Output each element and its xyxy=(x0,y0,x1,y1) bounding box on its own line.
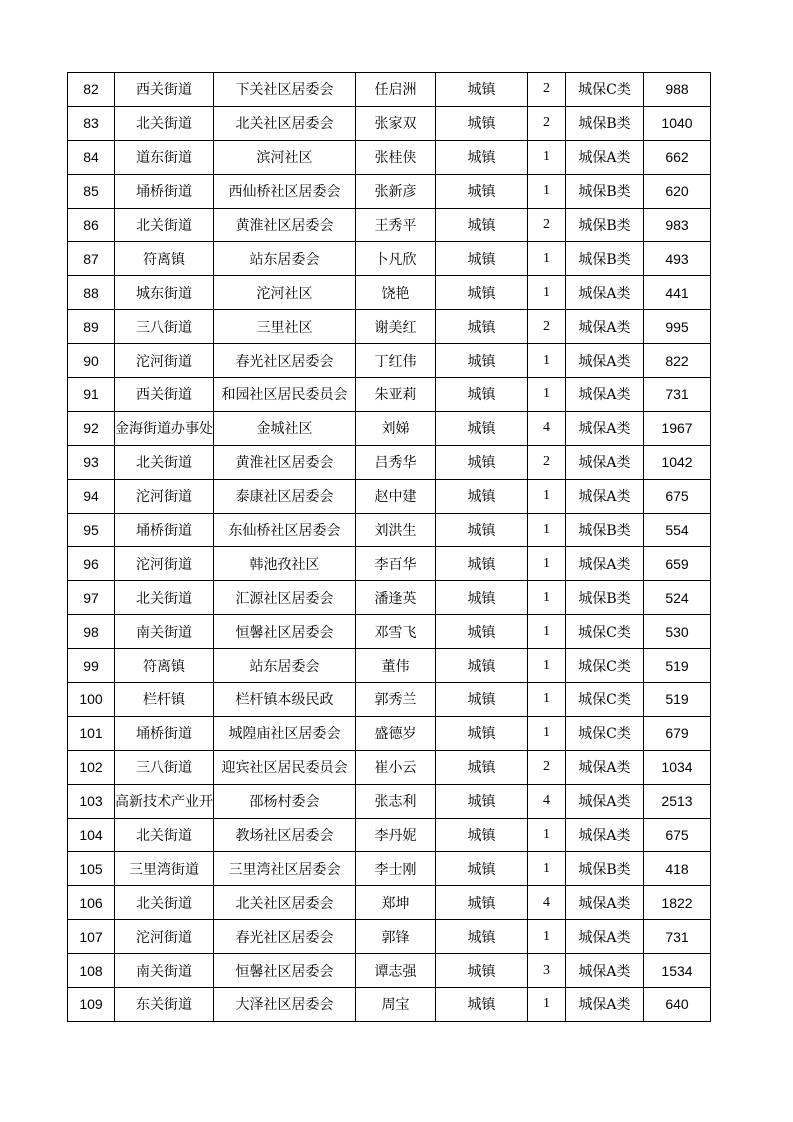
row-number-cell: 97 xyxy=(68,581,115,615)
person-name-cell: 刘娣 xyxy=(356,411,436,445)
community-cell: 北关社区居委会 xyxy=(214,886,356,920)
community-cell: 泰康社区居委会 xyxy=(214,479,356,513)
household-type-cell: 城镇 xyxy=(436,411,528,445)
community-cell: 城隍庙社区居委会 xyxy=(214,716,356,750)
person-name-cell: 刘洪生 xyxy=(356,513,436,547)
category-cell: 城保A类 xyxy=(566,378,644,412)
household-type-cell: 城镇 xyxy=(436,615,528,649)
household-type-cell: 城镇 xyxy=(436,140,528,174)
row-number-cell: 109 xyxy=(68,988,115,1022)
street-cell: 北关街道 xyxy=(115,208,214,242)
community-cell: 沱河社区 xyxy=(214,276,356,310)
street-cell: 沱河街道 xyxy=(115,479,214,513)
person-name-cell: 郭秀兰 xyxy=(356,683,436,717)
household-type-cell: 城镇 xyxy=(436,445,528,479)
person-name-cell: 潘逢英 xyxy=(356,581,436,615)
category-cell: 城保C类 xyxy=(566,73,644,107)
category-cell: 城保A类 xyxy=(566,344,644,378)
table-row xyxy=(68,886,711,920)
row-number-cell: 99 xyxy=(68,649,115,683)
table-row xyxy=(68,310,711,344)
street-cell: 符离镇 xyxy=(115,242,214,276)
category-cell: 城保A类 xyxy=(566,276,644,310)
table-row xyxy=(68,581,711,615)
household-type-cell: 城镇 xyxy=(436,988,528,1022)
table-row xyxy=(68,547,711,581)
member-count-cell: 2 xyxy=(528,73,566,107)
row-number-cell: 107 xyxy=(68,920,115,954)
amount-cell: 675 xyxy=(644,818,711,852)
member-count-cell: 1 xyxy=(528,649,566,683)
street-cell: 符离镇 xyxy=(115,649,214,683)
row-number-cell: 101 xyxy=(68,716,115,750)
street-cell: 栏杆镇 xyxy=(115,683,214,717)
category-cell: 城保C类 xyxy=(566,683,644,717)
table-row xyxy=(68,276,711,310)
member-count-cell: 1 xyxy=(528,174,566,208)
category-cell: 城保B类 xyxy=(566,208,644,242)
amount-cell: 988 xyxy=(644,73,711,107)
amount-cell: 519 xyxy=(644,649,711,683)
member-count-cell: 1 xyxy=(528,615,566,649)
person-name-cell: 李丹妮 xyxy=(356,818,436,852)
category-cell: 城保A类 xyxy=(566,547,644,581)
street-cell: 城东街道 xyxy=(115,276,214,310)
table-row xyxy=(68,920,711,954)
row-number-cell: 87 xyxy=(68,242,115,276)
person-name-cell: 张家双 xyxy=(356,106,436,140)
person-name-cell: 王秀平 xyxy=(356,208,436,242)
street-cell: 北关街道 xyxy=(115,445,214,479)
street-cell: 高新技术产业开 xyxy=(115,784,214,818)
household-type-cell: 城镇 xyxy=(436,920,528,954)
household-type-cell: 城镇 xyxy=(436,852,528,886)
person-name-cell: 谢美红 xyxy=(356,310,436,344)
household-type-cell: 城镇 xyxy=(436,547,528,581)
member-count-cell: 1 xyxy=(528,818,566,852)
category-cell: 城保A类 xyxy=(566,988,644,1022)
member-count-cell: 1 xyxy=(528,513,566,547)
person-name-cell: 饶艳 xyxy=(356,276,436,310)
person-name-cell: 崔小云 xyxy=(356,750,436,784)
row-number-cell: 92 xyxy=(68,411,115,445)
row-number-cell: 82 xyxy=(68,73,115,107)
household-type-cell: 城镇 xyxy=(436,513,528,547)
community-cell: 汇源社区居委会 xyxy=(214,581,356,615)
amount-cell: 1042 xyxy=(644,445,711,479)
row-number-cell: 84 xyxy=(68,140,115,174)
person-name-cell: 谭志强 xyxy=(356,954,436,988)
table-row xyxy=(68,242,711,276)
community-cell: 北关社区居委会 xyxy=(214,106,356,140)
amount-cell: 1534 xyxy=(644,954,711,988)
person-name-cell: 丁红伟 xyxy=(356,344,436,378)
household-type-cell: 城镇 xyxy=(436,310,528,344)
household-type-cell: 城镇 xyxy=(436,750,528,784)
amount-cell: 640 xyxy=(644,988,711,1022)
category-cell: 城保A类 xyxy=(566,411,644,445)
table-row xyxy=(68,106,711,140)
table-row xyxy=(68,378,711,412)
category-cell: 城保C类 xyxy=(566,716,644,750)
table-row xyxy=(68,954,711,988)
member-count-cell: 4 xyxy=(528,411,566,445)
street-cell: 南关街道 xyxy=(115,615,214,649)
amount-cell: 731 xyxy=(644,378,711,412)
community-cell: 三里湾社区居委会 xyxy=(214,852,356,886)
amount-cell: 995 xyxy=(644,310,711,344)
street-cell: 北关街道 xyxy=(115,818,214,852)
household-type-cell: 城镇 xyxy=(436,479,528,513)
community-cell: 恒馨社区居委会 xyxy=(214,615,356,649)
table-row xyxy=(68,988,711,1022)
amount-cell: 1040 xyxy=(644,106,711,140)
member-count-cell: 4 xyxy=(528,784,566,818)
row-number-cell: 102 xyxy=(68,750,115,784)
person-name-cell: 邓雪飞 xyxy=(356,615,436,649)
category-cell: 城保A类 xyxy=(566,920,644,954)
table-row xyxy=(68,73,711,107)
row-number-cell: 108 xyxy=(68,954,115,988)
street-cell: 南关街道 xyxy=(115,954,214,988)
member-count-cell: 1 xyxy=(528,344,566,378)
row-number-cell: 104 xyxy=(68,818,115,852)
row-number-cell: 93 xyxy=(68,445,115,479)
community-cell: 西仙桥社区居委会 xyxy=(214,174,356,208)
household-type-cell: 城镇 xyxy=(436,886,528,920)
street-cell: 东关街道 xyxy=(115,988,214,1022)
category-cell: 城保B类 xyxy=(566,852,644,886)
street-cell: 金海街道办事处 xyxy=(115,411,214,445)
table-row xyxy=(68,818,711,852)
person-name-cell: 赵中建 xyxy=(356,479,436,513)
community-cell: 迎宾社区居民委员会 xyxy=(214,750,356,784)
table-row xyxy=(68,445,711,479)
member-count-cell: 1 xyxy=(528,479,566,513)
amount-cell: 519 xyxy=(644,683,711,717)
household-type-cell: 城镇 xyxy=(436,818,528,852)
relief-recipient-table xyxy=(67,72,711,1022)
household-type-cell: 城镇 xyxy=(436,784,528,818)
table-row xyxy=(68,174,711,208)
row-number-cell: 105 xyxy=(68,852,115,886)
table-row xyxy=(68,852,711,886)
amount-cell: 524 xyxy=(644,581,711,615)
member-count-cell: 2 xyxy=(528,106,566,140)
category-cell: 城保B类 xyxy=(566,106,644,140)
community-cell: 站东居委会 xyxy=(214,242,356,276)
street-cell: 沱河街道 xyxy=(115,547,214,581)
person-name-cell: 卜凡欣 xyxy=(356,242,436,276)
member-count-cell: 1 xyxy=(528,547,566,581)
community-cell: 站东居委会 xyxy=(214,649,356,683)
person-name-cell: 周宝 xyxy=(356,988,436,1022)
street-cell: 三里湾街道 xyxy=(115,852,214,886)
community-cell: 教场社区居委会 xyxy=(214,818,356,852)
amount-cell: 441 xyxy=(644,276,711,310)
community-cell: 和园社区居民委员会 xyxy=(214,378,356,412)
table-row xyxy=(68,208,711,242)
street-cell: 三八街道 xyxy=(115,310,214,344)
person-name-cell: 张新彦 xyxy=(356,174,436,208)
row-number-cell: 96 xyxy=(68,547,115,581)
member-count-cell: 1 xyxy=(528,140,566,174)
table-body xyxy=(68,73,711,1022)
member-count-cell: 1 xyxy=(528,683,566,717)
row-number-cell: 85 xyxy=(68,174,115,208)
community-cell: 滨河社区 xyxy=(214,140,356,174)
member-count-cell: 3 xyxy=(528,954,566,988)
person-name-cell: 张志利 xyxy=(356,784,436,818)
table-row xyxy=(68,784,711,818)
amount-cell: 675 xyxy=(644,479,711,513)
member-count-cell: 1 xyxy=(528,276,566,310)
category-cell: 城保A类 xyxy=(566,750,644,784)
community-cell: 春光社区居委会 xyxy=(214,344,356,378)
person-name-cell: 盛德岁 xyxy=(356,716,436,750)
amount-cell: 530 xyxy=(644,615,711,649)
amount-cell: 679 xyxy=(644,716,711,750)
row-number-cell: 83 xyxy=(68,106,115,140)
row-number-cell: 86 xyxy=(68,208,115,242)
household-type-cell: 城镇 xyxy=(436,683,528,717)
member-count-cell: 2 xyxy=(528,445,566,479)
table-row xyxy=(68,750,711,784)
street-cell: 埇桥街道 xyxy=(115,513,214,547)
amount-cell: 554 xyxy=(644,513,711,547)
table-row xyxy=(68,140,711,174)
member-count-cell: 2 xyxy=(528,310,566,344)
street-cell: 西关街道 xyxy=(115,378,214,412)
category-cell: 城保B类 xyxy=(566,513,644,547)
table-row xyxy=(68,615,711,649)
person-name-cell: 任启洲 xyxy=(356,73,436,107)
category-cell: 城保A类 xyxy=(566,954,644,988)
member-count-cell: 1 xyxy=(528,242,566,276)
row-number-cell: 88 xyxy=(68,276,115,310)
table-row xyxy=(68,344,711,378)
table-row xyxy=(68,479,711,513)
amount-cell: 1822 xyxy=(644,886,711,920)
community-cell: 三里社区 xyxy=(214,310,356,344)
category-cell: 城保B类 xyxy=(566,174,644,208)
household-type-cell: 城镇 xyxy=(436,581,528,615)
person-name-cell: 朱亚莉 xyxy=(356,378,436,412)
table-row xyxy=(68,649,711,683)
member-count-cell: 4 xyxy=(528,886,566,920)
member-count-cell: 2 xyxy=(528,208,566,242)
amount-cell: 822 xyxy=(644,344,711,378)
category-cell: 城保B类 xyxy=(566,581,644,615)
amount-cell: 2513 xyxy=(644,784,711,818)
row-number-cell: 94 xyxy=(68,479,115,513)
member-count-cell: 1 xyxy=(528,581,566,615)
community-cell: 大泽社区居委会 xyxy=(214,988,356,1022)
table-row xyxy=(68,513,711,547)
household-type-cell: 城镇 xyxy=(436,649,528,683)
household-type-cell: 城镇 xyxy=(436,954,528,988)
member-count-cell: 1 xyxy=(528,920,566,954)
community-cell: 恒馨社区居委会 xyxy=(214,954,356,988)
category-cell: 城保C类 xyxy=(566,649,644,683)
street-cell: 埇桥街道 xyxy=(115,716,214,750)
table-row xyxy=(68,716,711,750)
household-type-cell: 城镇 xyxy=(436,378,528,412)
community-cell: 东仙桥社区居委会 xyxy=(214,513,356,547)
category-cell: 城保A类 xyxy=(566,479,644,513)
community-cell: 黄淮社区居委会 xyxy=(214,208,356,242)
street-cell: 北关街道 xyxy=(115,106,214,140)
row-number-cell: 98 xyxy=(68,615,115,649)
community-cell: 栏杆镇本级民政 xyxy=(214,683,356,717)
household-type-cell: 城镇 xyxy=(436,174,528,208)
community-cell: 下关社区居委会 xyxy=(214,73,356,107)
category-cell: 城保A类 xyxy=(566,886,644,920)
member-count-cell: 1 xyxy=(528,716,566,750)
household-type-cell: 城镇 xyxy=(436,716,528,750)
community-cell: 春光社区居委会 xyxy=(214,920,356,954)
person-name-cell: 吕秀华 xyxy=(356,445,436,479)
street-cell: 埇桥街道 xyxy=(115,174,214,208)
amount-cell: 493 xyxy=(644,242,711,276)
community-cell: 邵杨村委会 xyxy=(214,784,356,818)
household-type-cell: 城镇 xyxy=(436,242,528,276)
person-name-cell: 郭锋 xyxy=(356,920,436,954)
amount-cell: 418 xyxy=(644,852,711,886)
community-cell: 金城社区 xyxy=(214,411,356,445)
amount-cell: 1034 xyxy=(644,750,711,784)
person-name-cell: 董伟 xyxy=(356,649,436,683)
household-type-cell: 城镇 xyxy=(436,73,528,107)
street-cell: 北关街道 xyxy=(115,886,214,920)
row-number-cell: 90 xyxy=(68,344,115,378)
street-cell: 沱河街道 xyxy=(115,920,214,954)
community-cell: 黄淮社区居委会 xyxy=(214,445,356,479)
category-cell: 城保A类 xyxy=(566,140,644,174)
amount-cell: 662 xyxy=(644,140,711,174)
category-cell: 城保B类 xyxy=(566,242,644,276)
person-name-cell: 郑坤 xyxy=(356,886,436,920)
member-count-cell: 2 xyxy=(528,750,566,784)
row-number-cell: 106 xyxy=(68,886,115,920)
category-cell: 城保A类 xyxy=(566,818,644,852)
street-cell: 三八街道 xyxy=(115,750,214,784)
member-count-cell: 1 xyxy=(528,852,566,886)
street-cell: 西关街道 xyxy=(115,73,214,107)
row-number-cell: 89 xyxy=(68,310,115,344)
person-name-cell: 张桂侠 xyxy=(356,140,436,174)
amount-cell: 1967 xyxy=(644,411,711,445)
street-cell: 道东街道 xyxy=(115,140,214,174)
household-type-cell: 城镇 xyxy=(436,276,528,310)
row-number-cell: 100 xyxy=(68,683,115,717)
category-cell: 城保C类 xyxy=(566,615,644,649)
household-type-cell: 城镇 xyxy=(436,344,528,378)
household-type-cell: 城镇 xyxy=(436,208,528,242)
category-cell: 城保A类 xyxy=(566,310,644,344)
amount-cell: 659 xyxy=(644,547,711,581)
person-name-cell: 李百华 xyxy=(356,547,436,581)
household-type-cell: 城镇 xyxy=(436,106,528,140)
table-row xyxy=(68,411,711,445)
table-row xyxy=(68,683,711,717)
row-number-cell: 103 xyxy=(68,784,115,818)
amount-cell: 731 xyxy=(644,920,711,954)
street-cell: 北关街道 xyxy=(115,581,214,615)
street-cell: 沱河街道 xyxy=(115,344,214,378)
member-count-cell: 1 xyxy=(528,988,566,1022)
community-cell: 韩池孜社区 xyxy=(214,547,356,581)
row-number-cell: 95 xyxy=(68,513,115,547)
amount-cell: 983 xyxy=(644,208,711,242)
person-name-cell: 李士刚 xyxy=(356,852,436,886)
row-number-cell: 91 xyxy=(68,378,115,412)
category-cell: 城保A类 xyxy=(566,445,644,479)
amount-cell: 620 xyxy=(644,174,711,208)
member-count-cell: 1 xyxy=(528,378,566,412)
category-cell: 城保A类 xyxy=(566,784,644,818)
